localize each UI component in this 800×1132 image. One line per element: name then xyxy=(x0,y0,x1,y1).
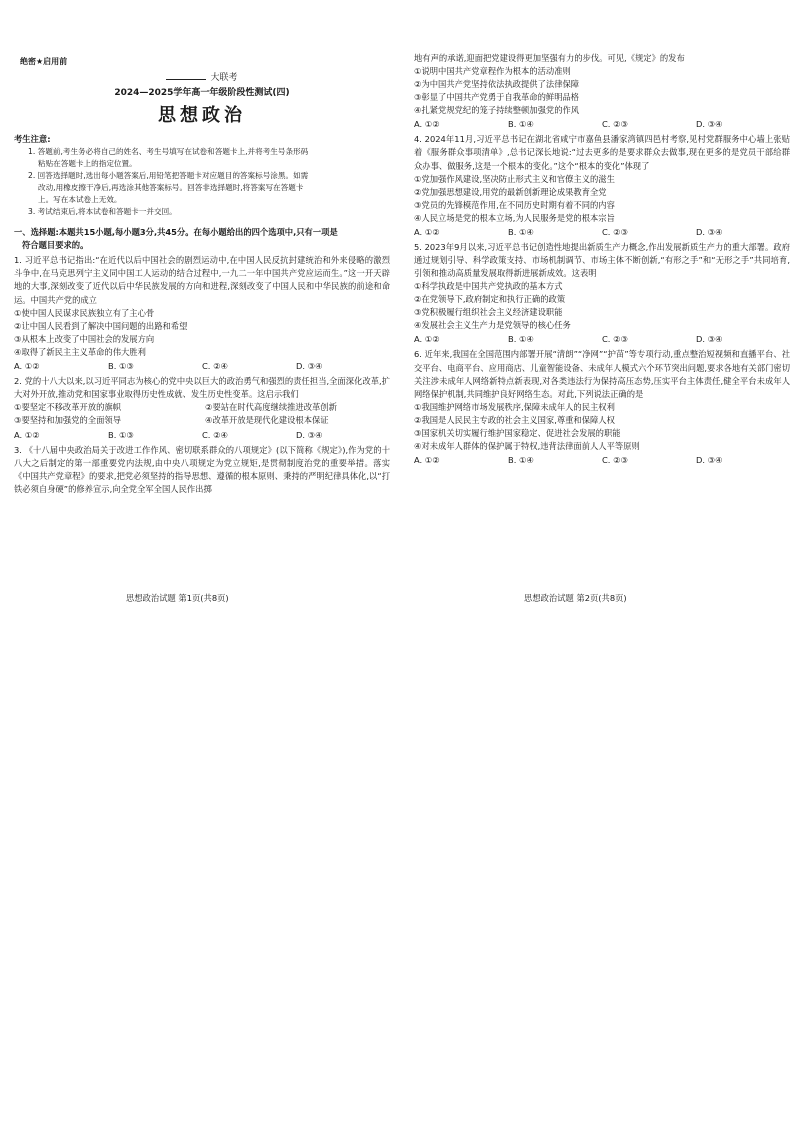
statement: ③党积极履行组织社会主义经济建设职能 xyxy=(414,307,563,318)
option-a: A. ①② xyxy=(14,429,40,440)
notice-list xyxy=(14,146,390,218)
question-2 xyxy=(14,375,390,442)
statement: ③从根本上改变了中国社会的发展方向 xyxy=(14,333,155,344)
option-c: C. ②④ xyxy=(202,429,228,440)
option-d: D. ③④ xyxy=(296,429,323,440)
question-stem: 3. 《十八届中央政治局关于改进工作作风、密切联系群众的八项规定》(以下简称《规定》),作为党的十八大之后制定的第一部重要党内法规,由中央八项规定为党立规矩,是贯彻制度治党的重要举措。落实《中国共产党章程》的要求,把党必须坚持的指导思想、遵循的根本原则、秉持的严明纪律具体化,以“打铁必须自身硬”的修养宣示,向全党全军全国人民作出掷 xyxy=(14,444,390,495)
statement: ③党员的先锋模范作用,在不同历史时期有着不同的内容 xyxy=(414,199,615,210)
subject-title: 思想政治 xyxy=(158,105,246,126)
notice-item: 2. 回答选择题时,选出每小题答案后,用铅笔把答题卡对应题目的答案标号涂黑。如需 xyxy=(28,171,309,180)
option-c: C. ②③ xyxy=(602,455,628,466)
question-5 xyxy=(414,241,790,347)
statements xyxy=(14,401,390,427)
statement: ④改革开放是现代化建设根本保证 xyxy=(205,415,329,426)
statement: ①党加强作风建设,坚决防止形式主义和官僚主义的滋生 xyxy=(414,173,615,184)
blank-line xyxy=(166,70,206,80)
option-b: B. ①④ xyxy=(508,119,534,130)
statement: ①科学执政是中国共产党执政的基本方式 xyxy=(414,281,563,292)
question-stem: 4. 2024年11月,习近平总书记在湖北省咸宁市嘉鱼县潘家湾镇四邑村考察,见村党群服务中心墙上张贴着《服务群众事项清单》,总书记深长地说:“过去更多的是要求群众去做事,现在更多的是党员干部给群众办事、做服务,这是一个根本的变化。”这个“根本的变化”体现了 xyxy=(414,134,790,171)
statement: ④发展社会主义生产力是党领导的核心任务 xyxy=(414,320,571,331)
page-footer-left: 思想政治试题 第1页(共8页) xyxy=(126,593,229,603)
question-stem: 5. 2023年9月以来,习近平总书记创造性地提出新质生产力概念,作出发展新质生产力的重大部署。政府通过规划引导、科学政策支持、市场机制调节、市场主体不断创新,“有形之手”和“无形之手”共同培育,引领和推动高质量发展取得新进展新成效。这表明 xyxy=(414,241,790,279)
question-1 xyxy=(14,254,390,373)
option-d: D. ③④ xyxy=(696,334,723,345)
option-d: D. ③④ xyxy=(696,119,723,130)
section-heading: 一、选择题:本题共15小题,每小题3分,共45分。在每小题给出的四个选项中,只有一项是 xyxy=(14,227,338,237)
exam-brand: 大联考 xyxy=(14,70,390,85)
option-b: B. ①④ xyxy=(508,455,534,466)
option-c: C. ②④ xyxy=(202,360,228,371)
statement: ①使中国人民谋求民族独立有了主心骨 xyxy=(14,307,155,318)
statement: ②我国是人民民主专政的社会主义国家,尊重和保障人权 xyxy=(414,415,615,426)
notice-heading: 考生注意: xyxy=(14,134,51,144)
question-stem: 1. 习近平总书记指出:“在近代以后中国社会的剧烈运动中,在中国人民反抗封建统治和外来侵略的激烈斗争中,在马克思列宁主义同中国工人运动的结合过程中,一九二一年中国共产党应运而生。”这一开天辟地的大事,深刻改变了近代以后中华民族发展的方向和进程,深刻改变了中国人民和中华民族的前途和命运。中国共产党的成立 xyxy=(14,255,390,305)
question-stem: 2. 党的十八大以来,以习近平同志为核心的党中央以巨大的政治勇气和强烈的责任担当,全面深化改革,扩大对外开放,推动党和国家事业取得历史性成就、发生历史性变革。这启示我们 xyxy=(14,375,390,400)
statement: ②党加强思想建设,用党的最新创新理论成果教育全党 xyxy=(414,186,607,197)
page-right xyxy=(414,52,790,612)
option-a: A. ①② xyxy=(414,334,440,345)
option-a: A. ①② xyxy=(14,360,40,371)
option-d: D. ③④ xyxy=(296,360,323,371)
question-stem-cont: 地有声的承诺,迎面把党建设得更加坚强有力的步伐。可见,《规定》的发布 xyxy=(414,53,685,63)
statement: ①要坚定不移改革开放的旗帜 xyxy=(14,402,122,413)
question-stem: 6. 近年来,我国在全国范围内部署开展“清朗”“净网”“护苗”等专项行动,重点整治短视频和直播平台、社交平台、电商平台、应用商店、儿童智能设备、未成年人模式六个环节突出问题,要求各地有关部门密切关注涉未成年人网络新特点新表现,对各类违法行为保持高压态势,压实平台主体责任,健全平台未成年人网络保护机制,共同维护良好网络生态。对此,下列说法正确的是 xyxy=(414,349,790,400)
statement: ③要坚持和加强党的全面领导 xyxy=(14,415,122,426)
statement: ④对未成年人群体的保护属于特权,违背法律面前人人平等原则 xyxy=(414,441,640,452)
statement: ①说明中国共产党章程作为根本的活动准则 xyxy=(414,66,571,77)
answer-options xyxy=(414,453,790,467)
statement: ③国家机关切实履行维护国家稳定、促进社会发展的职能 xyxy=(414,428,621,439)
question-3-continued xyxy=(414,52,790,131)
section-heading-cont: 符合题目要求的。 xyxy=(22,240,89,250)
option-c: C. ②③ xyxy=(602,119,628,130)
option-d: D. ③④ xyxy=(696,455,723,466)
notice-item: 3. 考试结束后,将本试卷和答题卡一并交回。 xyxy=(28,207,177,216)
question-4 xyxy=(414,133,790,239)
notice-item: 1. 答题前,考生务必将自己的姓名、考生号填写在试卷和答题卡上,并将考生号条形码 xyxy=(28,147,309,156)
option-a: A. ①② xyxy=(414,226,440,237)
answer-options xyxy=(14,359,390,373)
answer-options xyxy=(414,225,790,239)
notice-item: 上。写在本试卷上无效。 xyxy=(38,195,122,204)
question-6 xyxy=(414,348,790,467)
statement: ③彰显了中国共产党勇于自我革命的鲜明品格 xyxy=(414,92,580,103)
statement: ②要站在时代高度继续推进改革创新 xyxy=(205,402,337,413)
option-b: B. ①③ xyxy=(108,429,134,440)
statement: ②在党领导下,政府制定和执行正确的政策 xyxy=(414,294,566,305)
statement: ②让中国人民看到了解决中国问题的出路和希望 xyxy=(14,320,188,331)
option-b: B. ①④ xyxy=(508,226,534,237)
exam-title: 2024—2025学年高一年级阶段性测试(四) xyxy=(114,88,290,98)
answer-options xyxy=(414,117,790,131)
question-3 xyxy=(14,444,390,497)
option-d: D. ③④ xyxy=(696,226,723,237)
notice-item: 粘贴在答题卡上的指定位置。 xyxy=(38,159,137,168)
statement: ④取得了新民主主义革命的伟大胜利 xyxy=(14,346,146,357)
option-a: A. ①② xyxy=(414,455,440,466)
option-c: C. ②③ xyxy=(602,226,628,237)
statement: ④人民立场是党的根本立场,为人民服务是党的根本宗旨 xyxy=(414,212,615,223)
statement: ②为中国共产党坚持依法执政提供了法律保障 xyxy=(414,79,580,90)
secret-mark: 绝密★启用前 xyxy=(20,57,68,66)
notice-item: 改动,用橡皮擦干净后,再选涂其他答案标号。回答非选择题时,将答案写在答题卡 xyxy=(38,183,304,192)
option-a: A. ①② xyxy=(414,119,440,130)
answer-options xyxy=(414,332,790,346)
option-c: C. ②③ xyxy=(602,334,628,345)
answer-options xyxy=(14,428,390,442)
statement: ①我国维护网络市场发展秩序,保障未成年人的民主权利 xyxy=(414,402,615,413)
option-b: B. ①④ xyxy=(508,334,534,345)
option-b: B. ①③ xyxy=(108,360,134,371)
page-left xyxy=(14,52,390,612)
statement: ④扎紧党规党纪的笼子持续整顿加强党的作风 xyxy=(414,105,580,116)
page-footer-right: 思想政治试题 第2页(共8页) xyxy=(524,593,627,603)
